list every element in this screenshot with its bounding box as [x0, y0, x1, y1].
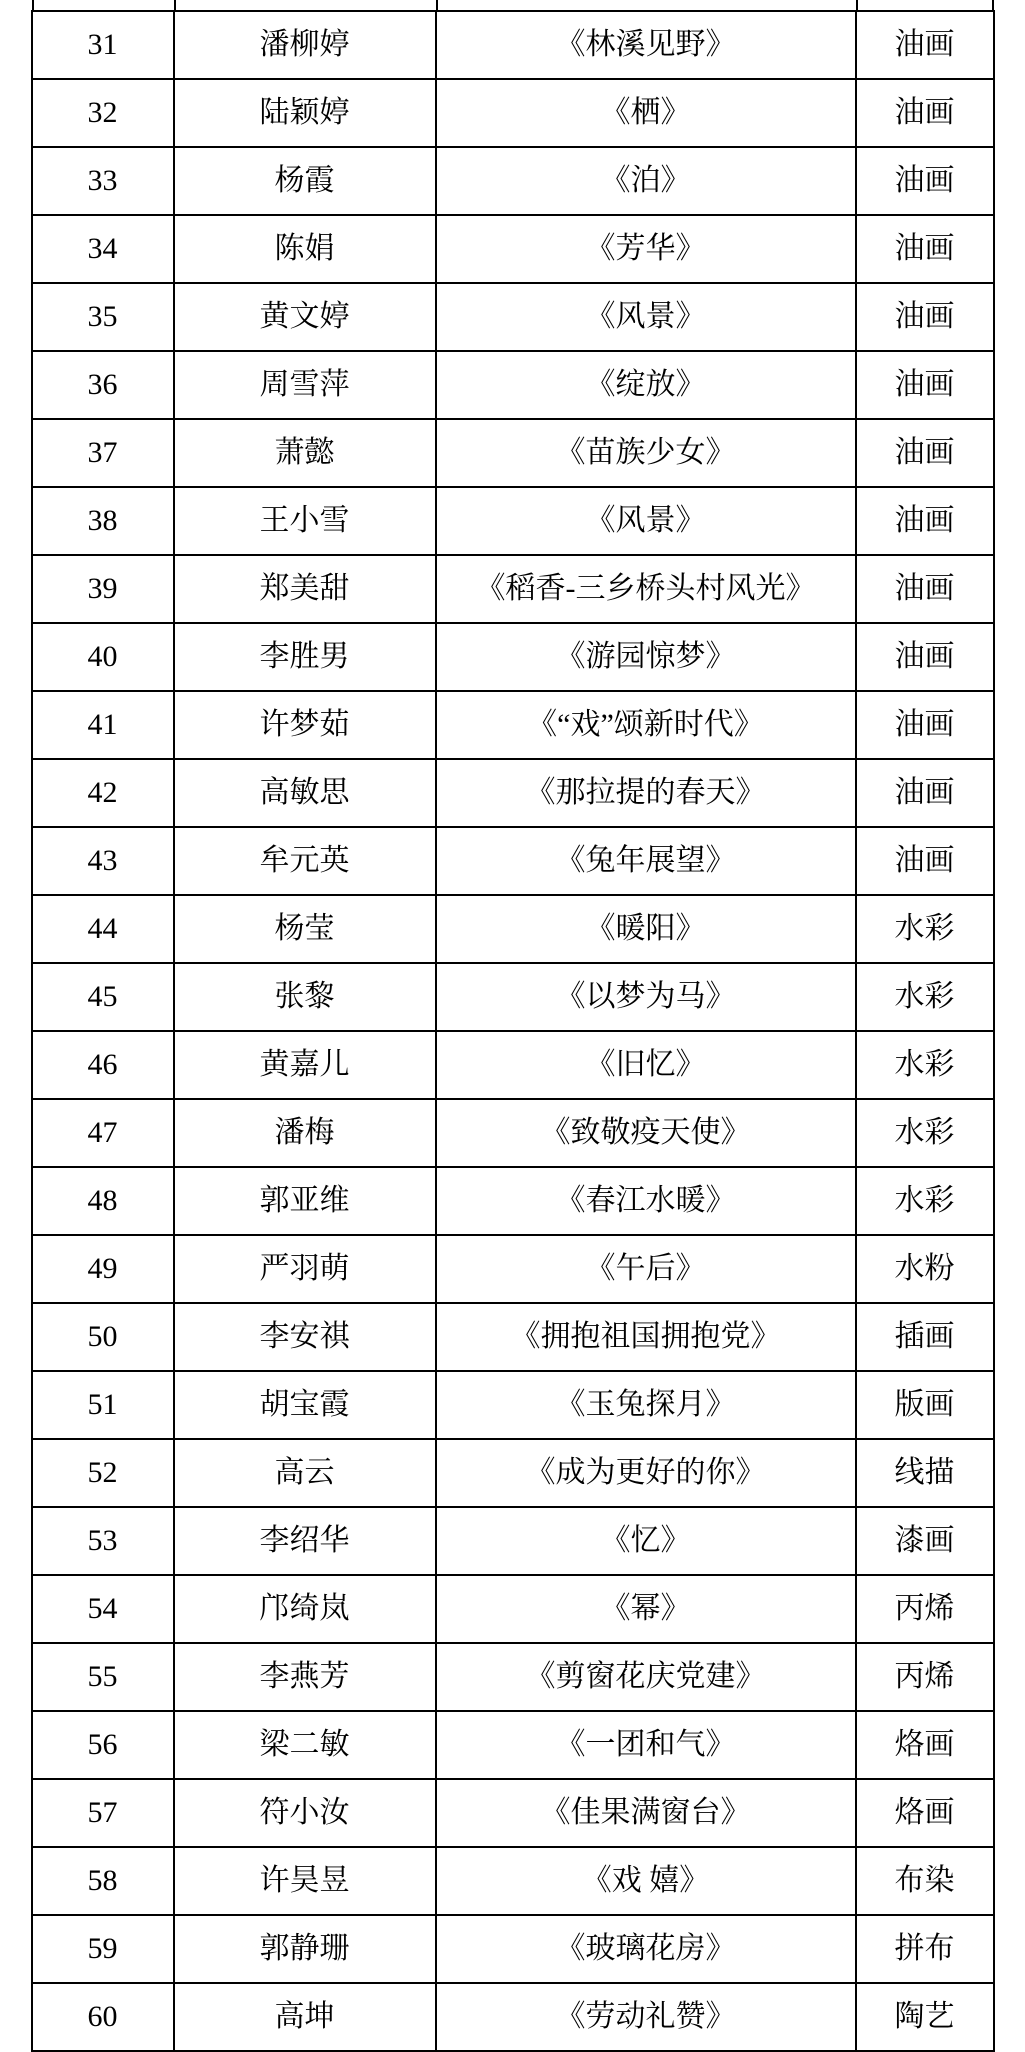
table-row — [32, 1507, 994, 1575]
cell-serial-number: 34 — [32, 215, 174, 283]
cell-artwork-title: 《“戏”颂新时代》 — [436, 691, 856, 759]
cell-artwork-type: 漆画 — [856, 1507, 994, 1575]
cell-author-name: 杨莹 — [174, 895, 436, 963]
cell-artwork-type: 油画 — [856, 487, 994, 555]
cell-serial-number: 48 — [32, 1167, 174, 1235]
cell-author-name: 高坤 — [174, 1983, 436, 2051]
table-row — [32, 1575, 994, 1643]
cell-artwork-title: 《风景》 — [436, 487, 856, 555]
cell-serial-number: 43 — [32, 827, 174, 895]
table-row — [32, 351, 994, 419]
table-row — [32, 487, 994, 555]
cell-author-name: 潘梅 — [174, 1099, 436, 1167]
cell-serial-number: 50 — [32, 1303, 174, 1371]
cell-author-name: 高云 — [174, 1439, 436, 1507]
top-strip-cell-type — [858, 0, 992, 10]
cell-serial-number: 42 — [32, 759, 174, 827]
cell-artwork-title: 《拥抱祖国拥抱党》 — [436, 1303, 856, 1371]
cell-artwork-title: 《成为更好的你》 — [436, 1439, 856, 1507]
cell-author-name: 李绍华 — [174, 1507, 436, 1575]
cell-serial-number: 59 — [32, 1915, 174, 1983]
cell-artwork-type: 油画 — [856, 147, 994, 215]
cell-artwork-type: 插画 — [856, 1303, 994, 1371]
cell-serial-number: 52 — [32, 1439, 174, 1507]
table-row — [32, 215, 994, 283]
table-row — [32, 1847, 994, 1915]
cell-artwork-title: 《栖》 — [436, 79, 856, 147]
cell-author-name: 郭亚维 — [174, 1167, 436, 1235]
cell-serial-number: 57 — [32, 1779, 174, 1847]
cell-serial-number: 56 — [32, 1711, 174, 1779]
cell-artwork-type: 油画 — [856, 691, 994, 759]
cell-artwork-title: 《以梦为马》 — [436, 963, 856, 1031]
cell-artwork-title: 《风景》 — [436, 283, 856, 351]
table-row — [32, 419, 994, 487]
cell-artwork-title: 《兔年展望》 — [436, 827, 856, 895]
cell-artwork-type: 水彩 — [856, 1031, 994, 1099]
cell-artwork-type: 水彩 — [856, 963, 994, 1031]
cell-artwork-title: 《苗族少女》 — [436, 419, 856, 487]
cell-serial-number: 38 — [32, 487, 174, 555]
table-row — [32, 1915, 994, 1983]
artwork-list-table — [31, 10, 995, 2052]
cell-serial-number: 37 — [32, 419, 174, 487]
table-row — [32, 283, 994, 351]
cell-serial-number: 45 — [32, 963, 174, 1031]
cell-artwork-title: 《忆》 — [436, 1507, 856, 1575]
table-top-partial-row — [32, 0, 994, 10]
cell-author-name: 符小汝 — [174, 1779, 436, 1847]
cell-serial-number: 49 — [32, 1235, 174, 1303]
cell-serial-number: 39 — [32, 555, 174, 623]
cell-artwork-title: 《佳果满窗台》 — [436, 1779, 856, 1847]
table-row — [32, 1235, 994, 1303]
cell-artwork-type: 丙烯 — [856, 1575, 994, 1643]
cell-author-name: 杨霞 — [174, 147, 436, 215]
cell-serial-number: 46 — [32, 1031, 174, 1099]
cell-artwork-type: 油画 — [856, 351, 994, 419]
cell-author-name: 潘柳婷 — [174, 11, 436, 79]
cell-artwork-title: 《林溪见野》 — [436, 11, 856, 79]
cell-artwork-title: 《幂》 — [436, 1575, 856, 1643]
cell-artwork-type: 拼布 — [856, 1915, 994, 1983]
cell-artwork-type: 版画 — [856, 1371, 994, 1439]
cell-artwork-type: 油画 — [856, 827, 994, 895]
table-row — [32, 1983, 994, 2051]
cell-artwork-title: 《绽放》 — [436, 351, 856, 419]
cell-author-name: 李燕芳 — [174, 1643, 436, 1711]
cell-author-name: 严羽萌 — [174, 1235, 436, 1303]
cell-serial-number: 40 — [32, 623, 174, 691]
cell-artwork-title: 《旧忆》 — [436, 1031, 856, 1099]
cell-artwork-title: 《春江水暖》 — [436, 1167, 856, 1235]
cell-serial-number: 55 — [32, 1643, 174, 1711]
cell-artwork-title: 《劳动礼赞》 — [436, 1983, 856, 2051]
cell-artwork-type: 水彩 — [856, 1167, 994, 1235]
cell-author-name: 高敏思 — [174, 759, 436, 827]
cell-serial-number: 41 — [32, 691, 174, 759]
table-row — [32, 11, 994, 79]
cell-artwork-type: 油画 — [856, 283, 994, 351]
cell-serial-number: 53 — [32, 1507, 174, 1575]
cell-serial-number: 58 — [32, 1847, 174, 1915]
table-row — [32, 1439, 994, 1507]
cell-author-name: 许梦茹 — [174, 691, 436, 759]
cell-serial-number: 32 — [32, 79, 174, 147]
cell-author-name: 梁二敏 — [174, 1711, 436, 1779]
cell-artwork-type: 水彩 — [856, 895, 994, 963]
cell-artwork-type: 丙烯 — [856, 1643, 994, 1711]
cell-author-name: 黄嘉儿 — [174, 1031, 436, 1099]
cell-serial-number: 60 — [32, 1983, 174, 2051]
cell-artwork-type: 烙画 — [856, 1779, 994, 1847]
cell-artwork-title: 《玻璃花房》 — [436, 1915, 856, 1983]
cell-serial-number: 54 — [32, 1575, 174, 1643]
cell-artwork-type: 水粉 — [856, 1235, 994, 1303]
cell-serial-number: 36 — [32, 351, 174, 419]
cell-artwork-title: 《芳华》 — [436, 215, 856, 283]
table-row — [32, 1643, 994, 1711]
cell-serial-number: 33 — [32, 147, 174, 215]
cell-author-name: 郭静珊 — [174, 1915, 436, 1983]
cell-serial-number: 31 — [32, 11, 174, 79]
cell-artwork-title: 《暖阳》 — [436, 895, 856, 963]
cell-artwork-type: 油画 — [856, 623, 994, 691]
cell-artwork-type: 烙画 — [856, 1711, 994, 1779]
cell-artwork-type: 油画 — [856, 759, 994, 827]
top-strip-cell-name — [176, 0, 438, 10]
table-row — [32, 963, 994, 1031]
table-row — [32, 1099, 994, 1167]
cell-artwork-title: 《剪窗花庆党建》 — [436, 1643, 856, 1711]
table-row — [32, 691, 994, 759]
cell-artwork-title: 《稻香-三乡桥头村风光》 — [436, 555, 856, 623]
table-row — [32, 1779, 994, 1847]
cell-author-name: 周雪萍 — [174, 351, 436, 419]
cell-artwork-type: 油画 — [856, 419, 994, 487]
cell-artwork-type: 陶艺 — [856, 1983, 994, 2051]
cell-author-name: 李胜男 — [174, 623, 436, 691]
cell-serial-number: 47 — [32, 1099, 174, 1167]
cell-author-name: 许昊昱 — [174, 1847, 436, 1915]
cell-artwork-title: 《午后》 — [436, 1235, 856, 1303]
cell-author-name: 陆颖婷 — [174, 79, 436, 147]
cell-serial-number: 51 — [32, 1371, 174, 1439]
cell-author-name: 张黎 — [174, 963, 436, 1031]
table-row — [32, 1711, 994, 1779]
cell-artwork-title: 《游园惊梦》 — [436, 623, 856, 691]
cell-author-name: 王小雪 — [174, 487, 436, 555]
top-strip-cell-title — [438, 0, 858, 10]
cell-author-name: 李安祺 — [174, 1303, 436, 1371]
table-row — [32, 555, 994, 623]
cell-artwork-type: 油画 — [856, 79, 994, 147]
table-row — [32, 759, 994, 827]
table-row — [32, 623, 994, 691]
cell-author-name: 郑美甜 — [174, 555, 436, 623]
artwork-table-body — [32, 11, 994, 2051]
table-row — [32, 1371, 994, 1439]
cell-author-name: 牟元英 — [174, 827, 436, 895]
cell-serial-number: 35 — [32, 283, 174, 351]
cell-artwork-type: 水彩 — [856, 1099, 994, 1167]
cell-author-name: 陈娟 — [174, 215, 436, 283]
cell-author-name: 邝绮岚 — [174, 1575, 436, 1643]
cell-artwork-type: 油画 — [856, 555, 994, 623]
table-row — [32, 79, 994, 147]
cell-author-name: 萧懿 — [174, 419, 436, 487]
cell-author-name: 胡宝霞 — [174, 1371, 436, 1439]
cell-artwork-type: 线描 — [856, 1439, 994, 1507]
cell-artwork-title: 《戏 嬉》 — [436, 1847, 856, 1915]
table-row — [32, 1031, 994, 1099]
table-row — [32, 827, 994, 895]
cell-artwork-title: 《一团和气》 — [436, 1711, 856, 1779]
table-row — [32, 1303, 994, 1371]
cell-artwork-type: 布染 — [856, 1847, 994, 1915]
cell-artwork-title: 《泊》 — [436, 147, 856, 215]
cell-artwork-title: 《致敬疫天使》 — [436, 1099, 856, 1167]
cell-artwork-type: 油画 — [856, 215, 994, 283]
cell-serial-number: 44 — [32, 895, 174, 963]
top-strip-cell-no — [34, 0, 176, 10]
table-row — [32, 1167, 994, 1235]
cell-artwork-type: 油画 — [856, 11, 994, 79]
cell-author-name: 黄文婷 — [174, 283, 436, 351]
table-row — [32, 147, 994, 215]
cell-artwork-title: 《那拉提的春天》 — [436, 759, 856, 827]
table-row — [32, 895, 994, 963]
cell-artwork-title: 《玉兔探月》 — [436, 1371, 856, 1439]
